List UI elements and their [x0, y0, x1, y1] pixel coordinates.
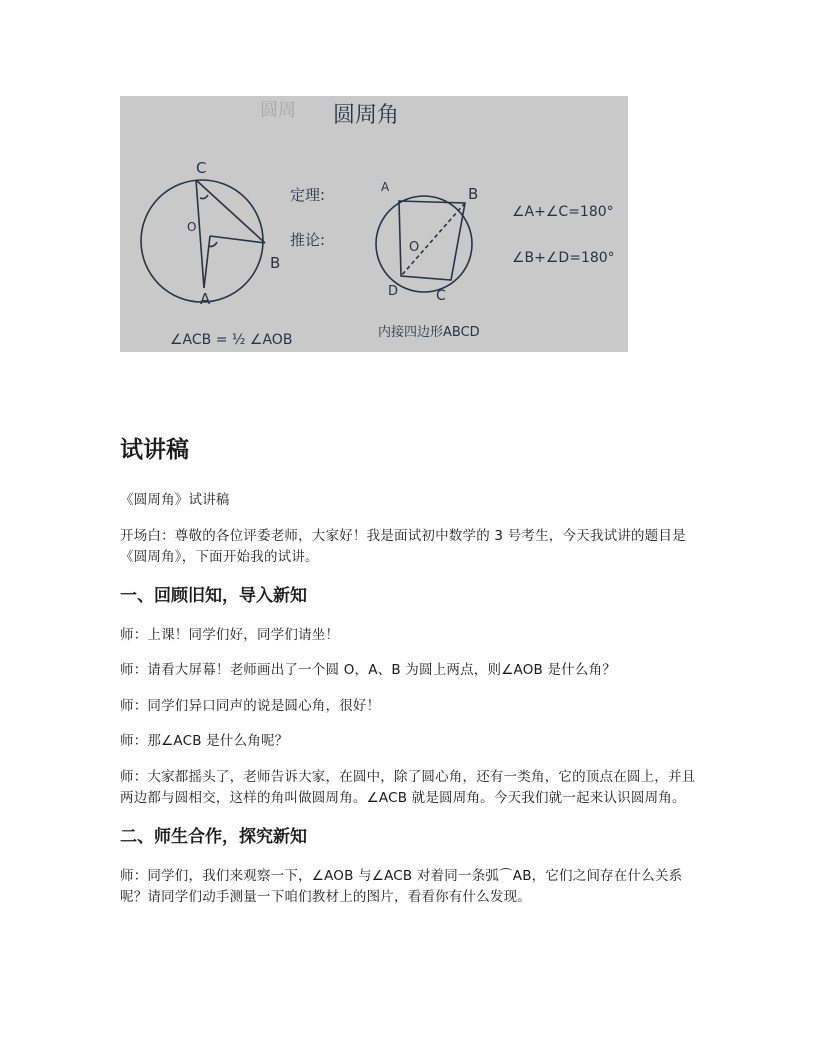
doc-title: 试讲稿 [120, 437, 189, 463]
opening-paragraph: 开场白：尊敬的各位评委老师，大家好！我是面试初中数学的 3 号考生，今天我试讲的题目是《圆周角》，下面开始我的试讲。 [120, 527, 686, 565]
left-label-a: A [200, 290, 211, 308]
section1-paragraph: 师：上课！同学们好，同学们请坐！ [120, 626, 340, 643]
right-caption: 内接四边形ABCD [378, 325, 480, 340]
right-label-c: C [436, 288, 446, 304]
handwritten-diagram-photo [120, 96, 628, 352]
right-label-o: O [409, 240, 420, 255]
section1-paragraph: 师：同学们异口同声的说是圆心角，很好！ [120, 697, 381, 714]
right-label-d: D [388, 284, 399, 299]
section1-paragraph: 师：请看大屏幕！老师画出了一个圆 O，A、B 为圆上两点，则∠AOB 是什么角？ [120, 662, 616, 678]
right-label-b: B [468, 185, 479, 203]
lecture-script [120, 432, 700, 923]
faded-heading: 圆周 [260, 100, 296, 121]
formula-bd: ∠B+∠D=180° [512, 250, 615, 266]
section1-paragraph: 师：那∠ACB 是什么角呢？ [120, 733, 289, 749]
label-corollary: 推论: [290, 231, 326, 249]
left-formula: ∠ACB = ½ ∠AOB [170, 332, 293, 348]
section-heading-2: 二、师生合作，探究新知 [120, 826, 307, 847]
doc-subtitle: 《圆周角》试讲稿 [120, 492, 230, 508]
formula-ac: ∠A+∠C=180° [512, 204, 614, 220]
left-label-c: C [196, 159, 207, 177]
figure-heading: 圆周角 [333, 103, 400, 128]
section2-paragraph: 师：同学们，我们来观察一下，∠AOB 与∠ACB 对着同一条弧⌒AB，它们之间存在什么关系呢？请同学们动手测量一下咱们教材上的图片，看看你有什么发现。 [120, 867, 683, 905]
section-heading-1: 一、回顾旧知，导入新知 [120, 585, 307, 606]
section1-paragraph: 师：大家都摇头了，老师告诉大家，在圆中，除了圆心角，还有一类角，它的顶点在圆上，并且两边都与圆相交，这样的角叫做圆周角。∠ACB 就是圆周角。今天我们就一起来认识圆周角。 [120, 768, 696, 806]
left-label-b: B [270, 254, 281, 272]
diagram-svg [120, 96, 628, 352]
right-label-a: A [381, 180, 390, 194]
left-label-o: O [187, 220, 197, 234]
label-theorem: 定理: [290, 186, 326, 204]
